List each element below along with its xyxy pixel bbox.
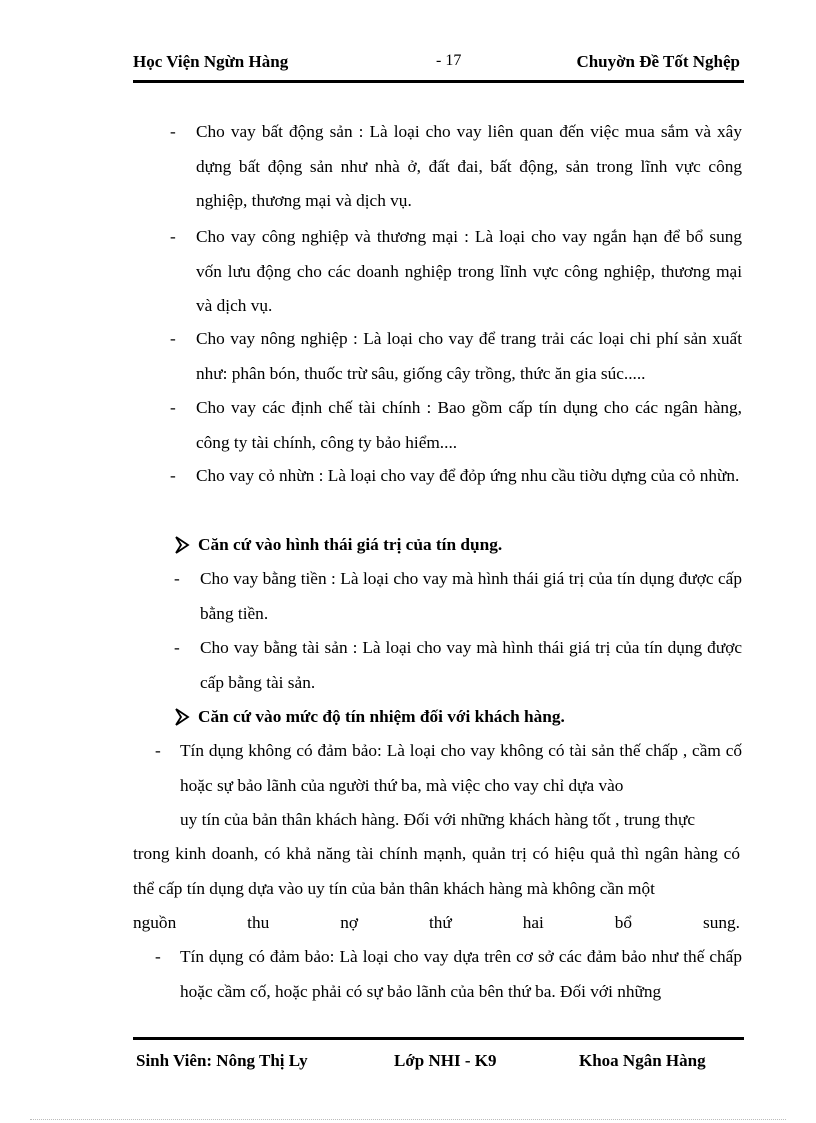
section-heading-text: Căn cứ vào mức độ tín nhiệm đối với khách hàng. [198,707,565,726]
footer-student: Sinh Viên: Nông Thị Ly [136,1051,308,1070]
footer-rule [133,1037,744,1040]
bullet-dash: - [174,569,180,588]
page-number: - 17 [436,52,462,69]
section-heading-text: Căn cứ vào hình thái giá trị của tín dụng. [198,535,503,554]
bullet-dash: - [174,638,180,657]
paragraph-line: uy tín của bản thân khách hàng. Đối với những khách hàng tốt , trung thực [180,810,695,829]
list-item [170,391,742,460]
paragraph-text: trong kinh doanh, có khả năng tài chính mạnh, quản trị có hiệu quả thì ngân hàng có thể cấp tín dụng dựa vào uy tín của bản thân khách hàng mà không cần một [133,844,740,898]
list-item-text: Cho vay nông nghiệp : Là loại cho vay để trang trải các loại chi phí sản xuất như: phân bón, thuốc trừ sâu, giống cây trồng, thức ăn gia súc..... [196,329,742,383]
page-footer [133,1051,740,1075]
list-item-text: Cho vay bằng tiền : Là loại cho vay mà hình thái giá trị của tín dụng được cấp bằng tiền. [200,569,742,623]
page-bottom-border [30,1119,786,1120]
footer-faculty: Khoa Ngân Hàng [579,1051,706,1070]
arrow-bullet-icon [174,528,190,562]
list-item-text: Cho vay các định chế tài chính : Bao gồm cấp tín dụng cho các ngân hàng, công ty tài chính, công ty bảo hiểm.... [196,398,742,452]
list-item-text: Cho vay bằng tài sản : Là loại cho vay mà hình thái giá trị của tín dụng được cấp bằng tài sản. [200,638,742,692]
bullet-dash: - [170,398,176,417]
list-item [174,631,742,700]
header-title: Chuyờn Đề Tốt Nghệp [576,52,740,71]
list-item [155,734,742,803]
list-item [174,562,742,631]
header-rule [133,80,744,83]
list-item [170,459,742,494]
list-item [170,115,742,219]
list-item-text: Cho vay bất động sản : Là loại cho vay liên quan đến việc mua sắm và xây dựng bất động sản như nhà ở, đất đai, bất động, sản trong lĩnh vực công nghiệp, thương mại và dịch vụ. [196,122,742,210]
list-item [170,220,742,324]
paragraph-last-line: nguồn thu nợ thứ hai bổ sung. [133,913,740,932]
bullet-dash: - [155,947,161,966]
bullet-dash: - [155,741,161,760]
bullet-dash: - [170,122,176,141]
bullet-dash: - [170,466,176,485]
footer-class: Lớp NHI - K9 [394,1051,497,1070]
header-school: Học Viện Ngừn Hàng [133,52,289,71]
bullet-dash: - [170,227,176,246]
list-item [155,940,742,1009]
list-item-text: Tín dụng có đảm bảo: Là loại cho vay dựa trên cơ sở các đảm bảo như thế chấp hoặc cầm cố, hoặc phải có sự bảo lãnh của bên thứ ba. Đối với những [180,947,742,1001]
list-item-text: Tín dụng không có đảm bảo: Là loại cho vay không có tài sản thế chấp , cầm cố hoặc sự bảo lãnh của người thứ ba, mà việc cho vay chỉ dựa vào [180,741,742,795]
list-item [170,322,742,391]
list-item-text: Cho vay công nghiệp và thương mại : Là loại cho vay ngắn hạn để bổ sung vốn lưu động cho các doanh nghiệp trong lĩnh vực công nghiệp, thương mại và dịch vụ. [196,227,742,315]
list-item-text: Cho vay cỏ nhừn : Là loại cho vay để đỏp ứng nhu cầu tiờu dựng của cỏ nhừn. [196,466,740,485]
page-header [133,52,740,76]
arrow-bullet-icon [174,700,190,734]
bullet-dash: - [170,329,176,348]
